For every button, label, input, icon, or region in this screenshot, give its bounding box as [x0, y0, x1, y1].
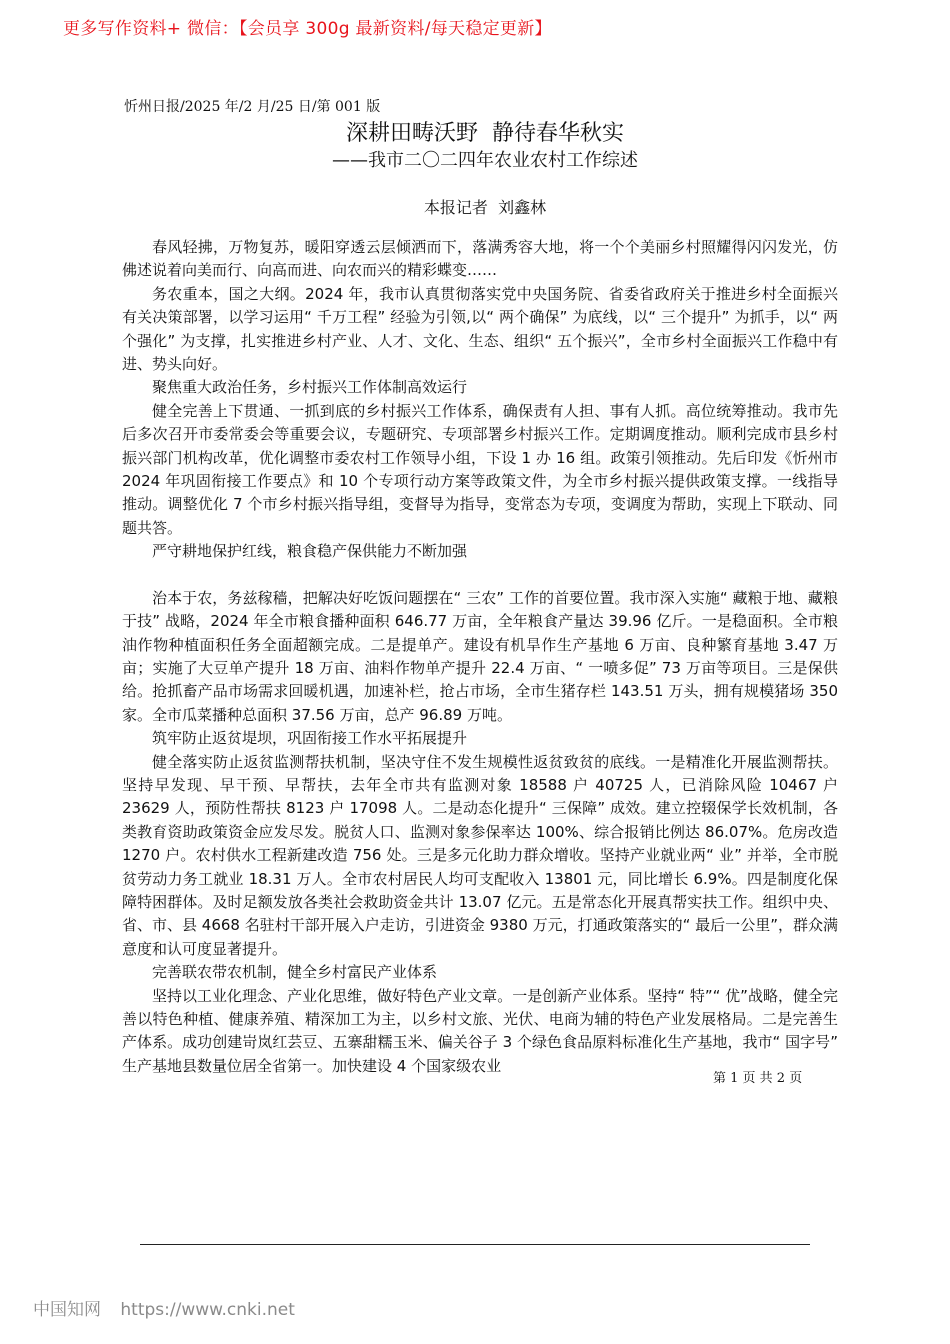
page-indicator: 第 1 页 共 2 页	[713, 1071, 803, 1086]
site-url[interactable]: https://www.cnki.net	[120, 1300, 295, 1320]
promo-banner: 更多写作资料+ 微信：【会员享 300g 最新资料/每天稳定更新】	[63, 19, 552, 39]
footer-divider	[140, 1244, 810, 1245]
paragraph: 治本于农，务兹稼穑，把解决好吃饭问题摆在“ 三农” 工作的首要位置。我市深入实施“ 藏粮于地、藏粮于技” 战略，2024 年全市粮食播种面积 646.77 万亩，全年粮食产量达 39.96 亿斤。一是稳面积。全市粮油作物种植面积任务全面超额完成。二是提单产。建设有机旱作生产基地 6 万亩、良种繁育基地 3.47 万亩；实施了大豆单产提升 18 万亩、油料作物单产提升 22.4 万亩、“ 一喷多促” 73 万亩等项目。三是保供给。抢抓畜产品市场需求回暖机遇，加速补栏，抢占市场，全市生猪存栏 143.51 万头，拥有规模猪场 350 家。全市瓜菜播种总面积 37.56 万亩，总产 96.89 万吨。	[122, 588, 838, 724]
blank-line	[122, 564, 838, 587]
paragraph: 健全完善上下贯通、一抓到底的乡村振兴工作体系，确保责有人担、事有人抓。高位统筹推动。我市先后多次召开市委常委会等重要会议，专题研究、专项部署乡村振兴工作。定期调度推动。顺利完成市县乡村振兴部门机构改革，优化调整市委农村工作领导小组，下设 1 办 16 组。政策引领推动。先后印发《忻州市 2024 年巩固衔接工作要点》和 10 个专项行动方案等政策文件，为全市乡村振兴提供政策支撑。一线指导推动。调整优化 7 个市乡村振兴指导组，变督导为指导，变常态为专项，变调度为帮助，实现上下联动、同题共答。	[122, 401, 838, 537]
article-title: 深耕田畴沃野 静待春华秋实	[346, 121, 624, 146]
article-body	[122, 236, 838, 1078]
section-heading: 聚焦重大政治任务，乡村振兴工作体制高效运行	[152, 378, 468, 397]
footer-watermark	[33, 1295, 309, 1320]
article-subtitle: ——我市二〇二四年农业农村工作综述	[332, 150, 638, 171]
section-heading: 筑牢防止返贫堤坝，巩固衔接工作水平拓展提升	[152, 729, 468, 748]
paragraph: 春风轻拂，万物复苏，暖阳穿透云层倾洒而下，落满秀容大地，将一个个美丽乡村照耀得闪闪发光，仿佛述说着向美而行、向高而进、向农而兴的精彩蝶变……	[122, 238, 838, 280]
paragraph: 坚持以工业化理念、产业化思维，做好特色产业文章。一是创新产业体系。坚持“ 特”“ 优”战略，健全完善以特色种植、健康养殖、精深加工为主，以乡村文旅、光伏、电商为辅的特色产业发展格局。二是完善生产体系。成功创建岢岚红芸豆、五寨甜糯玉米、偏关谷子 3 个绿色食品原料标准化生产基地，我市“ 国字号” 生产基地县数量位居全省第一。加快建设 4 个国家级农业	[122, 986, 838, 1075]
source-line: 忻州日报/2025 年/2 月/25 日/第 001 版	[124, 99, 381, 115]
byline: 本报记者 刘鑫林	[423, 198, 547, 217]
section-heading: 严守耕地保护红线，粮食稳产保供能力不断加强	[152, 542, 468, 561]
paragraph: 务农重本，国之大纲。2024 年，我市认真贯彻落实党中央国务院、省委省政府关于推进乡村全面振兴有关决策部署，以学习运用“ 千万工程” 经验为引领,以“ 两个确保” 为底线，以“ 三个提升” 为抓手，以“ 两个强化” 为支撑，扎实推进乡村产业、人才、文化、生态、组织“ 五个振兴”，全市乡村全面振兴工作稳中有进、势头向好。	[122, 284, 838, 374]
paragraph: 健全落实防止返贫监测帮扶机制，坚决守住不发生规模性返贫致贫的底线。一是精准化开展监测帮扶。坚持早发现、早干预、早帮扶，去年全市共有监测对象 18588 户 40725 人，已消除风险 10467 户 23629 人，预防性帮扶 8123 户 17098 人。二是动态化提升“ 三保障” 成效。建立控辍保学长效机制，各类教育资助政策资金应发尽发。脱贫人口、监测对象参保率达 100%、综合报销比例达 86.07%。危房改造 1270 户。农村供水工程新建改造 756 处。三是多元化助力群众增收。坚持产业就业两“ 业” 并举，全市脱贫劳动力务工就业 18.31 万人。全市农村居民人均可支配收入 13801 元，同比增长 6.9%。四是制度化保障特困群体。及时足额发放各类社会救助资金共计 13.07 亿元。五是常态化开展真帮实扶工作。组织中央、省、市、县 4668 名驻村干部开展入户走访，引进资金 9380 万元，打通政策落实的“ 最后一公里”，群众满意度和认可度显著提升。	[122, 752, 838, 958]
site-name: 中国知网	[33, 1300, 101, 1320]
section-heading: 完善联农带农机制，健全乡村富民产业体系	[152, 963, 438, 982]
